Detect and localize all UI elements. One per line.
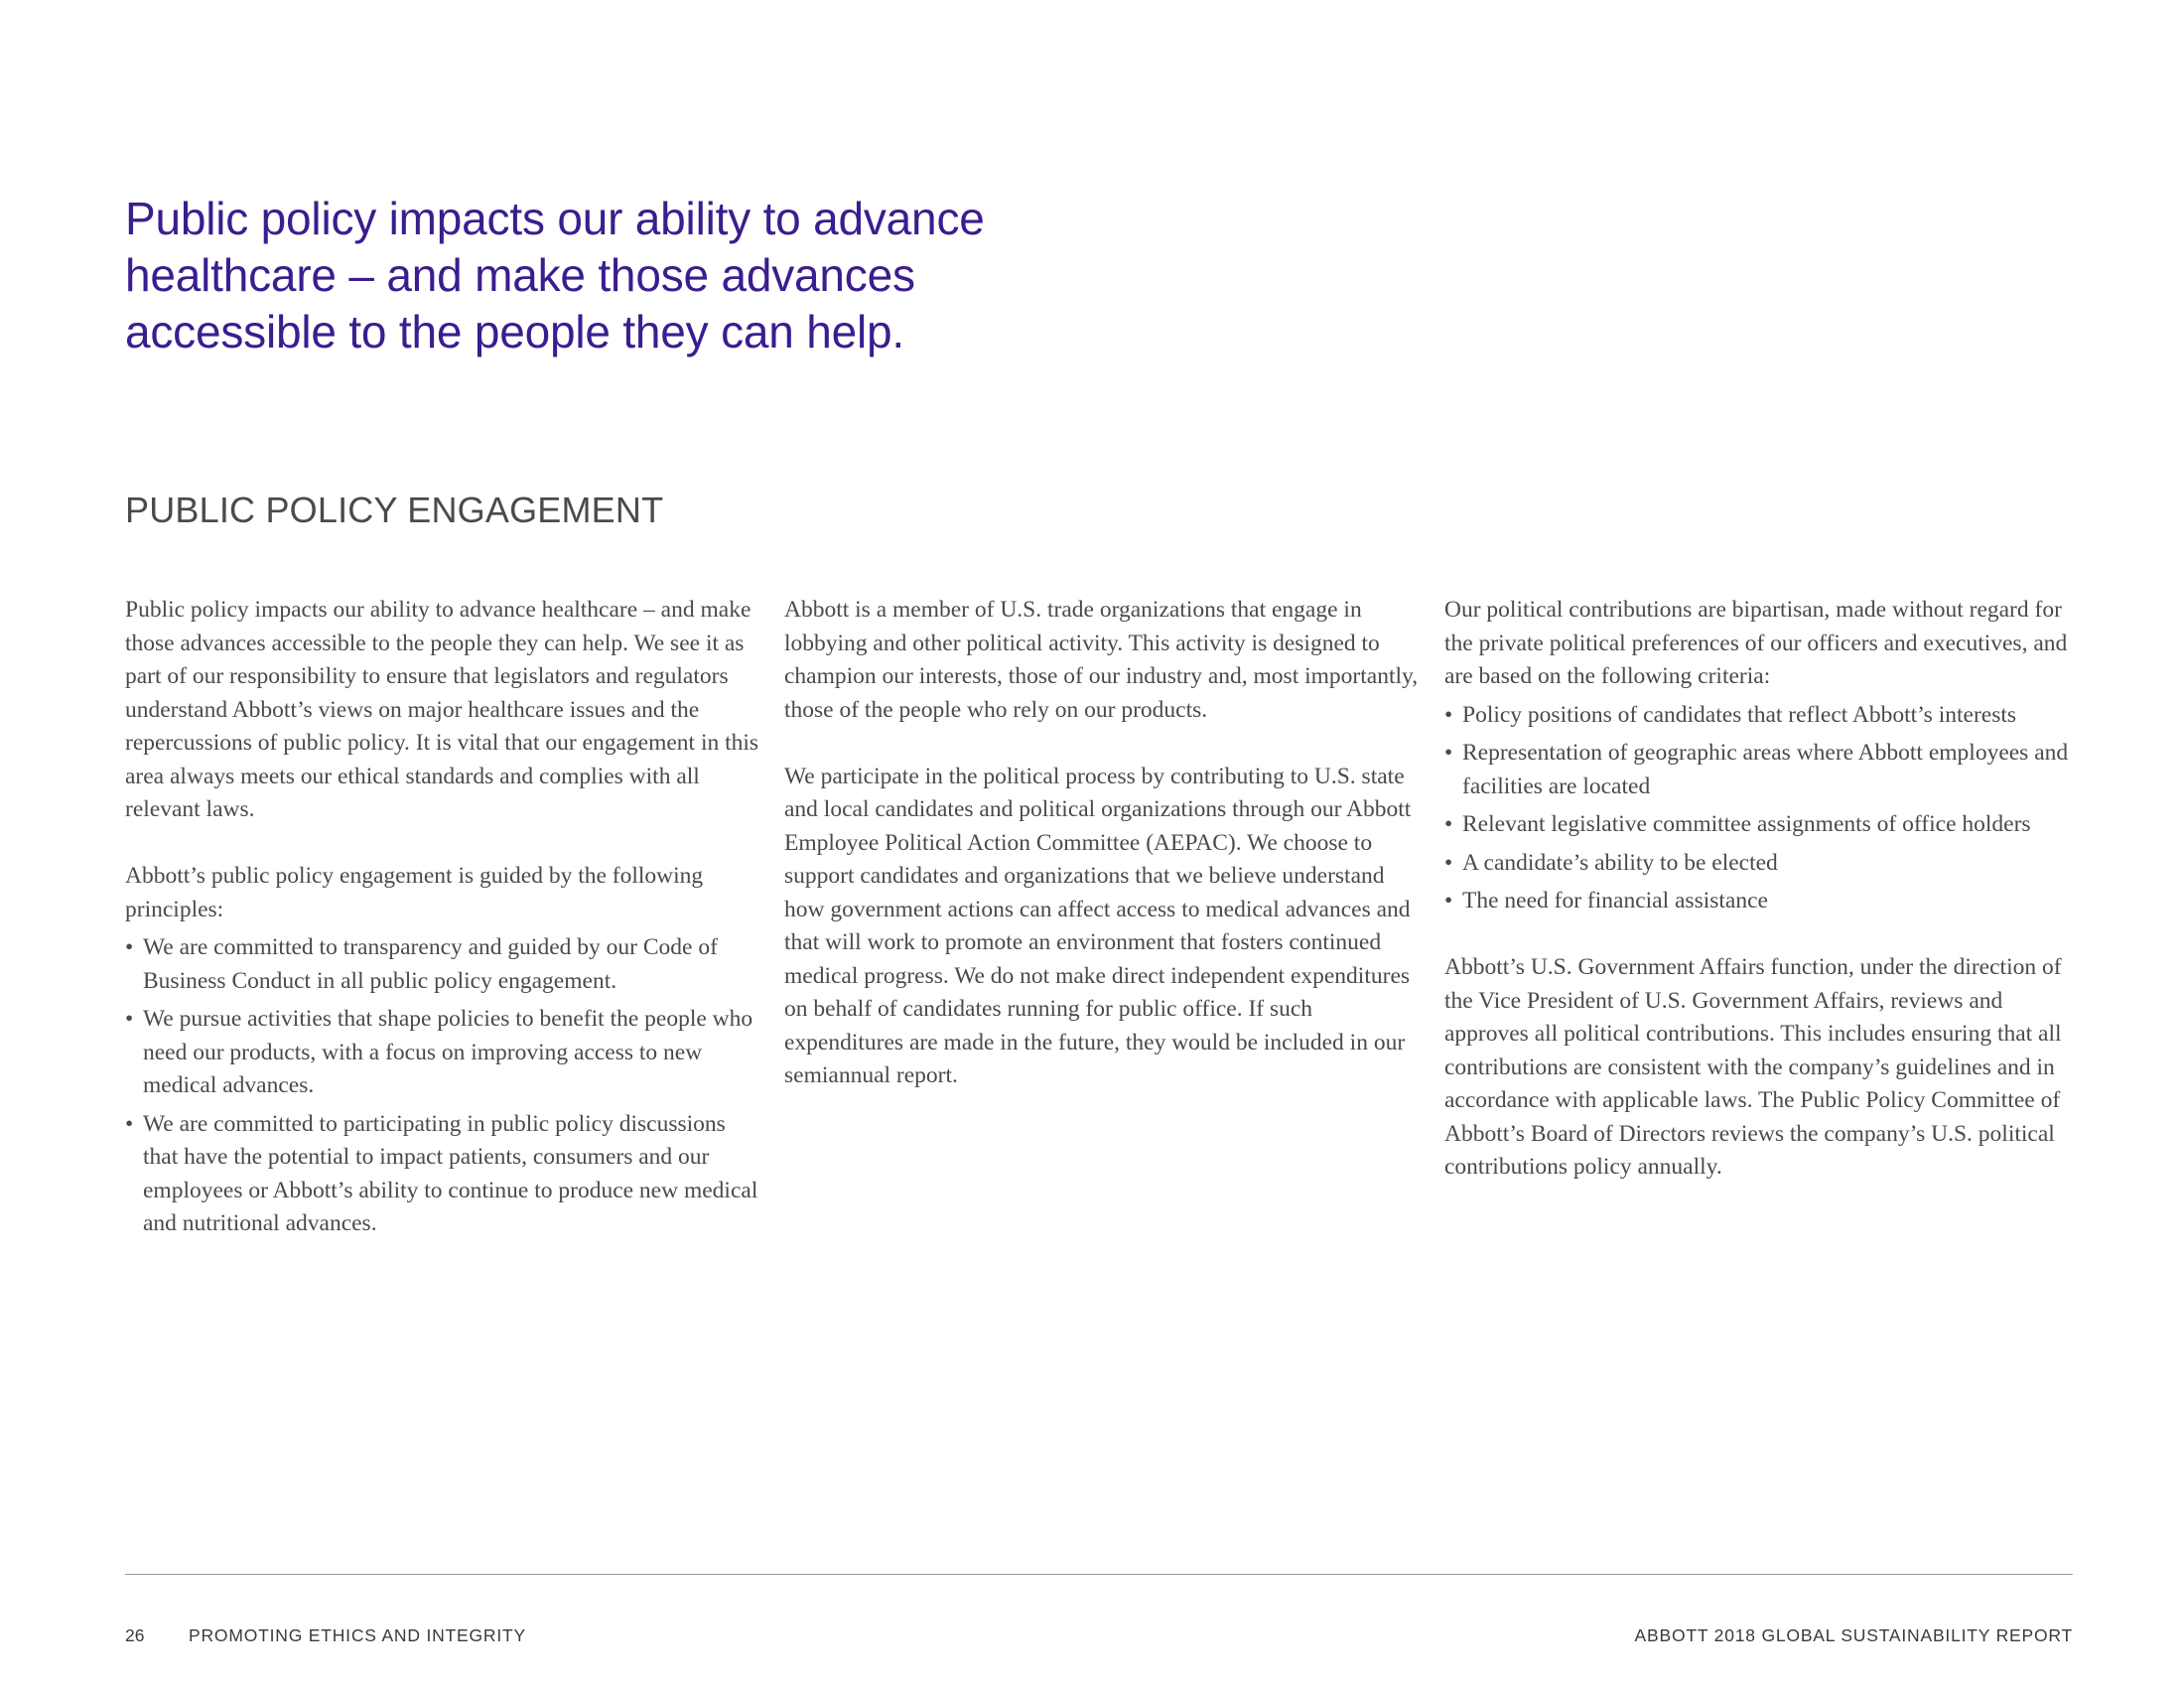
body-column-1	[125, 594, 760, 1274]
bullet-icon: •	[1444, 811, 1453, 837]
paragraph: Abbott is a member of U.S. trade organizations that engage in lobbying and other political activity. This activity is designed to champion our interests, those of our industry and, most importantly, those of the people who rely on our products.	[784, 597, 1419, 723]
footer-report-name: ABBOTT 2018 GLOBAL SUSTAINABILITY REPORT	[1634, 1625, 2073, 1645]
list-item-text: We pursue activities that shape policies to benefit the people who need our products, with a focus on improving access to new medical advances.	[143, 1006, 753, 1098]
list-item	[1444, 808, 2080, 842]
list-item	[125, 1108, 760, 1241]
page-number: 26	[125, 1625, 145, 1645]
list-item	[125, 1003, 760, 1103]
list-item-text: The need for financial assistance	[1462, 888, 1768, 914]
bullet-icon: •	[125, 934, 134, 960]
paragraph: Abbott’s U.S. Government Affairs function, under the direction of the Vice President of U.S. Government Affairs, reviews and approves all political contributions. This includes ensuring that all contributions are consistent with the company’s guidelines and in accordance with applicable laws. The Public Policy Committee of Abbott’s Board of Directors reviews the company’s U.S. political contributions policy annually.	[1444, 954, 2062, 1180]
list-item	[1444, 885, 2080, 918]
list-item	[1444, 737, 2080, 803]
paragraph: Our political contributions are bipartisan, made without regard for the private political preferences of our officers and executives, and are based on the following criteria:	[1444, 597, 2068, 689]
criteria-list	[1444, 699, 2080, 918]
bullet-icon: •	[125, 1006, 134, 1032]
list-item-text: We are committed to transparency and guided by our Code of Business Conduct in all public policy engagement.	[143, 934, 718, 994]
list-item-text: Representation of geographic areas where Abbott employees and facilities are located	[1462, 740, 2069, 799]
body-column-3	[1444, 594, 2080, 1217]
list-item	[1444, 699, 2080, 733]
bullet-icon: •	[125, 1110, 134, 1137]
paragraph: Abbott’s public policy engagement is guided by the following principles:	[125, 863, 704, 922]
section-title: PUBLIC POLICY ENGAGEMENT	[125, 490, 664, 530]
body-column-2	[784, 594, 1420, 1126]
footer-divider	[125, 1574, 2073, 1575]
page-headline: Public policy impacts our ability to advance healthcare – and make those advances accessible to the people they can help.	[125, 193, 985, 357]
bullet-icon: •	[1444, 888, 1453, 914]
bullet-icon: •	[1444, 849, 1453, 876]
principles-list	[125, 931, 760, 1241]
list-item-text: Policy positions of candidates that reflect Abbott’s interests	[1462, 701, 2017, 728]
list-item-text: A candidate’s ability to be elected	[1462, 849, 1778, 876]
bullet-icon: •	[1444, 701, 1453, 728]
list-item-text: We are committed to participating in public policy discussions that have the potential to impact patients, consumers and our employees or Abbott’s ability to continue to produce new medical and nutritional advances.	[143, 1110, 758, 1236]
list-item	[125, 931, 760, 998]
list-item-text: Relevant legislative committee assignments of office holders	[1462, 811, 2031, 837]
bullet-icon: •	[1444, 740, 1453, 766]
list-item	[1444, 847, 2080, 881]
footer-section-name: PROMOTING ETHICS AND INTEGRITY	[189, 1625, 526, 1645]
paragraph: We participate in the political process by contributing to U.S. state and local candidates and political organizations through our Abbott Employee Political Action Committee (AEPAC). We choose to support candidates and organizations that we believe understand how government actions can affect access to medical advances and that will work to promote an environment that fosters continued medical progress. We do not make direct independent expenditures on behalf of candidates running for public office. If such expenditures are made in the future, they would be included in our semiannual report.	[784, 763, 1412, 1088]
paragraph: Public policy impacts our ability to advance healthcare – and make those advances accessible to the people they can help. We see it as part of our responsibility to ensure that legislators and regulators understand Abbott’s views on major healthcare issues and the repercussions of public policy. It is vital that our engagement in this area always meets our ethical standards and complies with all relevant laws.	[125, 597, 759, 822]
